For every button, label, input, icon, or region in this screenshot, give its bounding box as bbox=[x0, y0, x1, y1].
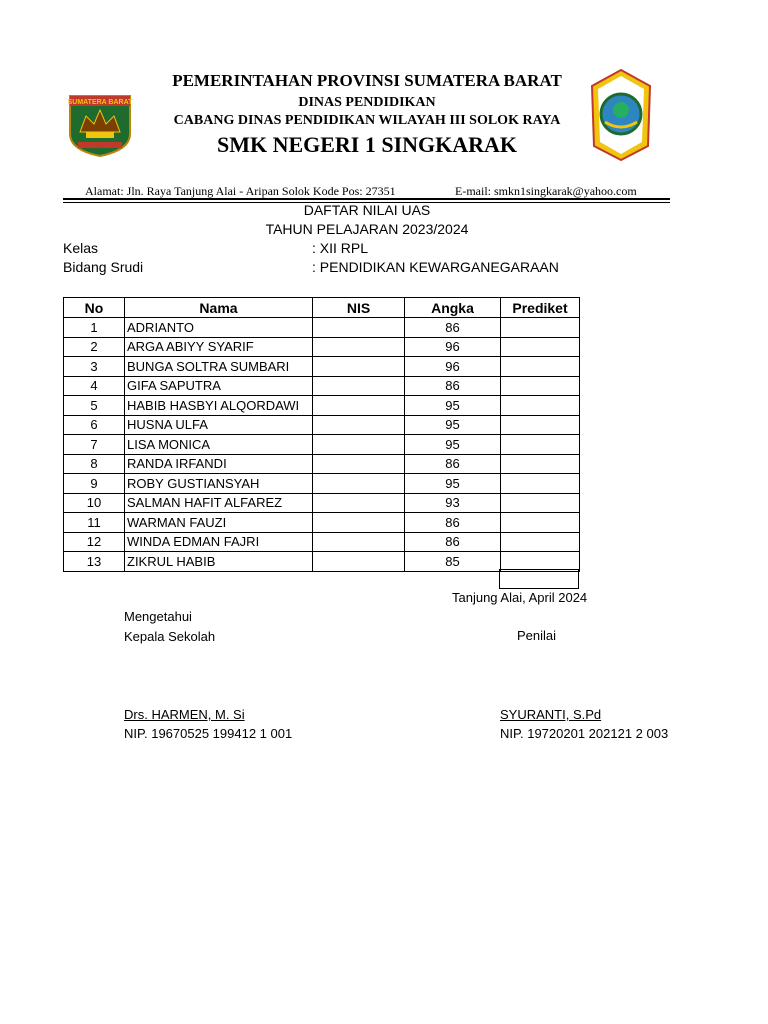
document-year: TAHUN PELAJARAN 2023/2024 bbox=[265, 221, 469, 237]
cell-no: 12 bbox=[64, 532, 125, 552]
letterhead-province: PEMERINTAHAN PROVINSI SUMATERA BARAT bbox=[172, 71, 562, 90]
grades-table bbox=[63, 297, 580, 572]
cell-prediket bbox=[501, 454, 580, 474]
cell-prediket bbox=[501, 415, 580, 435]
cell-angka: 86 bbox=[405, 376, 501, 396]
cell-no: 8 bbox=[64, 454, 125, 474]
table-row bbox=[64, 357, 580, 377]
cell-nis bbox=[313, 454, 405, 474]
cell-no: 7 bbox=[64, 435, 125, 455]
document-title: DAFTAR NILAI UAS bbox=[303, 202, 431, 218]
cell-nis bbox=[313, 532, 405, 552]
cell-prediket bbox=[501, 357, 580, 377]
cell-angka: 95 bbox=[405, 474, 501, 494]
place-date: Tanjung Alai, April 2024 bbox=[452, 590, 588, 605]
cell-no: 9 bbox=[64, 474, 125, 494]
table-row bbox=[64, 474, 580, 494]
cell-nama: HUSNA ULFA bbox=[125, 415, 313, 435]
kepala-sekolah-title: Kepala Sekolah bbox=[124, 629, 216, 644]
cell-no: 2 bbox=[64, 337, 125, 357]
cell-nis bbox=[313, 376, 405, 396]
cell-nama: WINDA EDMAN FAJRI bbox=[125, 532, 313, 552]
cell-nis bbox=[313, 396, 405, 416]
bidang-label: Bidang Srudi bbox=[63, 259, 144, 275]
kelas-label: Kelas bbox=[63, 240, 99, 256]
cell-nama: SALMAN HAFIT ALFAREZ bbox=[125, 493, 313, 513]
cell-nis bbox=[313, 513, 405, 533]
cell-angka: 85 bbox=[405, 552, 501, 572]
cell-angka: 86 bbox=[405, 318, 501, 338]
cell-nis bbox=[313, 552, 405, 572]
cell-nama: BUNGA SOLTRA SUMBARI bbox=[125, 357, 313, 377]
cell-nama: ROBY GUSTIANSYAH bbox=[125, 474, 313, 494]
cell-prediket bbox=[501, 318, 580, 338]
cell-angka: 86 bbox=[405, 532, 501, 552]
letterhead-department: DINAS PENDIDIKAN bbox=[298, 95, 436, 110]
table-row bbox=[64, 376, 580, 396]
cell-prediket bbox=[501, 474, 580, 494]
header-angka: Angka bbox=[405, 298, 501, 318]
header-nama: Nama bbox=[125, 298, 313, 318]
table-row bbox=[64, 532, 580, 552]
cell-angka: 95 bbox=[405, 396, 501, 416]
cell-prediket bbox=[501, 396, 580, 416]
cell-angka: 95 bbox=[405, 415, 501, 435]
cell-prediket bbox=[501, 376, 580, 396]
cell-angka: 86 bbox=[405, 454, 501, 474]
penilai-title: Penilai bbox=[517, 628, 557, 643]
header-no: No bbox=[64, 298, 125, 318]
cell-nama: ZIKRUL HABIB bbox=[125, 552, 313, 572]
table-row bbox=[64, 415, 580, 435]
letterhead-divider bbox=[63, 198, 670, 200]
table-row bbox=[64, 435, 580, 455]
cell-nis bbox=[313, 357, 405, 377]
table-row bbox=[64, 337, 580, 357]
letterhead-email: E-mail: smkn1singkarak@yahoo.com bbox=[455, 184, 637, 198]
cell-nama: WARMAN FAUZI bbox=[125, 513, 313, 533]
cell-nis bbox=[313, 474, 405, 494]
cell-no: 5 bbox=[64, 396, 125, 416]
cell-nama: LISA MONICA bbox=[125, 435, 313, 455]
table-row bbox=[64, 513, 580, 533]
cell-no: 4 bbox=[64, 376, 125, 396]
cell-nama: ARGA ABIYY SYARIF bbox=[125, 337, 313, 357]
letterhead-branch: CABANG DINAS PENDIDIKAN WILAYAH III SOLOK RAYA bbox=[173, 113, 561, 128]
cell-nama: RANDA IRFANDI bbox=[125, 454, 313, 474]
table-row bbox=[64, 454, 580, 474]
cell-no: 11 bbox=[64, 513, 125, 533]
cell-nama: HABIB HASBYI ALQORDAWI bbox=[125, 396, 313, 416]
cell-nis bbox=[313, 337, 405, 357]
cell-angka: 86 bbox=[405, 513, 501, 533]
cell-no: 10 bbox=[64, 493, 125, 513]
penilai-nip: NIP. 19720201 202121 2 003 bbox=[500, 726, 669, 741]
cell-nis bbox=[313, 435, 405, 455]
header-prediket: Prediket bbox=[501, 298, 580, 318]
cell-no: 1 bbox=[64, 318, 125, 338]
cell-angka: 95 bbox=[405, 435, 501, 455]
letterhead-address: Alamat: Jln. Raya Tanjung Alai - Aripan Solok Kode Pos: 27351 bbox=[85, 184, 396, 198]
cell-prediket bbox=[501, 493, 580, 513]
svg-text:SUMATERA BARAT: SUMATERA BARAT bbox=[67, 99, 133, 106]
cell-prediket bbox=[501, 435, 580, 455]
cell-prediket bbox=[501, 337, 580, 357]
cell-nis bbox=[313, 415, 405, 435]
mengetahui-label: Mengetahui bbox=[124, 609, 192, 624]
kelas-value: : XII RPL bbox=[312, 240, 369, 256]
table-row bbox=[64, 493, 580, 513]
letterhead-school-name: SMK NEGERI 1 SINGKARAK bbox=[216, 132, 518, 157]
cell-no: 13 bbox=[64, 552, 125, 572]
cell-prediket bbox=[501, 532, 580, 552]
cell-angka: 96 bbox=[405, 337, 501, 357]
cell-nama: GIFA SAPUTRA bbox=[125, 376, 313, 396]
header-nis: NIS bbox=[313, 298, 405, 318]
bidang-value: : PENDIDIKAN KEWARGANEGARAAN bbox=[312, 259, 559, 275]
cell-nama: ADRIANTO bbox=[125, 318, 313, 338]
cell-angka: 93 bbox=[405, 493, 501, 513]
table-row bbox=[64, 396, 580, 416]
empty-prediket-cell bbox=[499, 569, 579, 589]
cell-angka: 96 bbox=[405, 357, 501, 377]
table-row bbox=[64, 318, 580, 338]
cell-nis bbox=[313, 318, 405, 338]
cell-no: 6 bbox=[64, 415, 125, 435]
table-header-row bbox=[64, 298, 580, 318]
kepala-sekolah-name: Drs. HARMEN, M. Si bbox=[124, 707, 245, 722]
cell-nis bbox=[313, 493, 405, 513]
kepala-sekolah-nip: NIP. 19670525 199412 1 001 bbox=[124, 726, 293, 741]
cell-prediket bbox=[501, 513, 580, 533]
cell-no: 3 bbox=[64, 357, 125, 377]
penilai-name: SYURANTI, S.Pd bbox=[500, 707, 602, 722]
